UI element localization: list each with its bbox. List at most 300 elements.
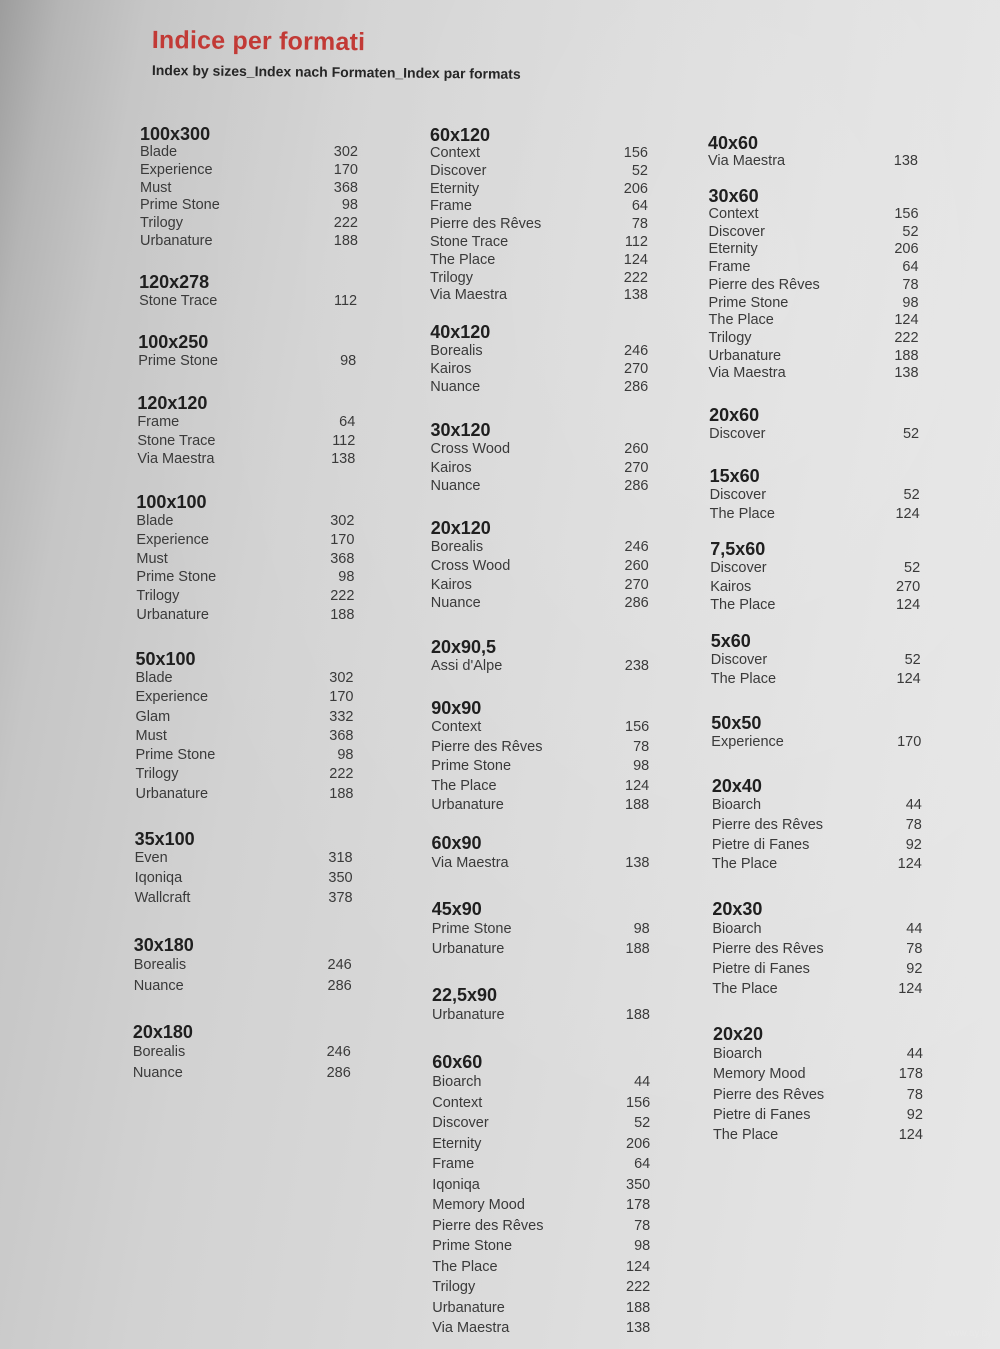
collection-name: Frame [137, 414, 180, 430]
collection-name: Prime Stone [431, 921, 512, 937]
page-number: 78 [906, 941, 923, 957]
page-number: 98 [338, 569, 355, 586]
page-number: 92 [906, 961, 923, 977]
size-group [136, 649, 354, 804]
list-item [431, 594, 649, 613]
size-heading: 30x120 [430, 420, 491, 440]
size-heading: 30x60 [708, 186, 759, 206]
size-heading: 120x120 [137, 393, 208, 413]
page-number: 52 [904, 560, 921, 576]
list-item [430, 181, 648, 199]
collection-name: Eternity [432, 1135, 482, 1152]
size-heading: 20x20 [712, 1024, 763, 1044]
page-number: 64 [339, 414, 356, 430]
page-number: 188 [626, 1299, 651, 1316]
page-number: 270 [624, 576, 649, 593]
size-group [710, 539, 920, 615]
page-number: 156 [626, 1094, 651, 1111]
collection-name: Pierre des Rêves [432, 1217, 544, 1234]
collection-name: Context [432, 1094, 483, 1111]
page-number: 64 [634, 1156, 651, 1172]
collection-name: Trilogy [135, 766, 179, 783]
collection-name: Experience [140, 161, 213, 178]
page-number: 270 [895, 578, 921, 595]
collection-name: The Place [712, 981, 778, 997]
page-number: 44 [906, 1046, 923, 1062]
collection-name: Bioarch [432, 1074, 482, 1090]
list-item [136, 785, 354, 804]
collection-name: Bioarch [711, 797, 762, 813]
size-heading: 7,5x60 [710, 539, 766, 559]
collection-name: Eternity [430, 180, 480, 197]
size-group [133, 1022, 351, 1083]
list-item [432, 1113, 650, 1134]
list-item [134, 976, 352, 997]
collection-name: Nuance [430, 478, 481, 494]
list-item [431, 459, 649, 478]
page-number: 368 [329, 727, 354, 744]
size-heading: 100x250 [138, 332, 209, 352]
page-number: 188 [329, 785, 354, 802]
page-number: 112 [624, 233, 648, 250]
collection-name: Trilogy [708, 329, 752, 346]
size-heading: 35x100 [134, 829, 195, 849]
list-item [136, 669, 354, 688]
list-item [430, 163, 648, 181]
list-item [432, 1236, 650, 1257]
page-number: 124 [896, 671, 921, 687]
list-item [139, 292, 357, 310]
list-item [137, 432, 355, 451]
collection-name: Urbanature [140, 232, 213, 249]
list-item [712, 919, 922, 939]
page-number: 124 [623, 251, 648, 268]
page-number: 286 [326, 1064, 351, 1081]
page-number: 302 [333, 144, 358, 160]
collection-name: Kairos [430, 361, 472, 377]
page-number: 98 [634, 1238, 651, 1254]
page-number: 246 [624, 343, 649, 359]
page-number: 188 [330, 606, 355, 623]
size-group [713, 1024, 923, 1145]
page-number: 92 [905, 836, 922, 853]
collection-name: Nuance [430, 595, 481, 612]
list-item [432, 1318, 650, 1339]
page-number: 188 [625, 941, 650, 957]
list-item [711, 670, 921, 689]
page-number: 350 [626, 1176, 651, 1193]
list-item [710, 486, 920, 505]
collection-name: Borealis [430, 343, 483, 359]
list-item [430, 378, 648, 396]
page-number: 302 [330, 513, 355, 529]
size-heading: 5x60 [710, 631, 751, 651]
list-item [432, 853, 650, 873]
collection-name: Urbanature [136, 606, 209, 623]
list-item [135, 849, 353, 869]
page-number: 222 [626, 1279, 651, 1295]
collection-name: Frame [708, 259, 751, 276]
list-item [708, 153, 918, 171]
page-number: 112 [332, 432, 356, 449]
collection-name: Nuance [430, 379, 481, 395]
page-number: 98 [340, 353, 357, 369]
size-heading: 60x60 [432, 1052, 483, 1072]
page-number: 98 [902, 294, 919, 311]
collection-name: Blade [136, 513, 174, 529]
page-number: 178 [626, 1197, 651, 1213]
collection-name: The Place [709, 505, 775, 522]
collection-name: Nuance [133, 977, 184, 994]
size-group [712, 776, 922, 875]
page-number: 222 [894, 329, 919, 346]
collection-name: Trilogy [430, 269, 473, 286]
page-number: 222 [330, 588, 355, 605]
collection-name: Via Maestra [708, 365, 786, 382]
page-number: 124 [895, 505, 920, 522]
page-number: 246 [327, 957, 352, 973]
page-number: 124 [898, 981, 923, 997]
list-item [709, 312, 919, 330]
page-number: 156 [623, 145, 648, 161]
page-number: 332 [329, 708, 354, 725]
collection-name: Pietre di Fanes [712, 961, 810, 977]
list-item [709, 224, 919, 242]
page-number: 222 [623, 269, 648, 286]
collection-name: Via Maestra [432, 1320, 510, 1336]
collection-name: Context [431, 719, 482, 735]
size-heading: 20x40 [711, 776, 762, 796]
collection-name: Memory Mood [712, 1066, 806, 1083]
page-number: 188 [625, 1007, 650, 1023]
page-number: 52 [902, 223, 919, 240]
size-group [431, 698, 649, 816]
list-item [431, 757, 649, 777]
collection-name: Cross Wood [430, 557, 511, 574]
size-heading: 90x90 [431, 698, 482, 718]
size-group [710, 466, 920, 523]
collection-name: The Place [432, 1258, 498, 1275]
page-number: 170 [333, 161, 358, 178]
page-number: 270 [624, 361, 649, 377]
page-number: 238 [624, 658, 649, 674]
collection-name: Stone Trace [430, 233, 509, 250]
collection-name: Pierre des Rêves [712, 1086, 825, 1103]
collection-name: Urbanature [431, 941, 505, 957]
page-number: 350 [328, 869, 353, 886]
list-item [712, 855, 922, 875]
page-number: 222 [329, 766, 354, 783]
collection-name: Bioarch [712, 1046, 763, 1062]
page-number: 78 [905, 816, 922, 833]
size-group [138, 332, 356, 370]
size-group [712, 899, 922, 999]
size-group [708, 133, 918, 171]
page-number: 98 [337, 747, 354, 764]
list-item [137, 413, 355, 432]
page-number: 124 [897, 856, 922, 873]
page-number: 156 [894, 206, 919, 222]
collection-name: Discover [430, 162, 487, 179]
size-group [136, 492, 354, 625]
list-item [711, 733, 921, 753]
size-heading: 100x100 [136, 492, 207, 512]
page-number: 98 [341, 197, 358, 214]
page-number: 246 [624, 539, 649, 555]
size-heading: 20x90,5 [431, 637, 497, 657]
list-item [431, 777, 649, 797]
collection-name: Iqoniqa [432, 1176, 480, 1193]
size-heading: 30x180 [133, 935, 194, 955]
collection-name: The Place [710, 671, 777, 687]
list-item [432, 1277, 650, 1298]
collection-name: Urbanature [135, 785, 209, 802]
page-number: 124 [626, 1258, 651, 1275]
collection-name: Stone Trace [137, 432, 216, 449]
page-number: 188 [625, 797, 650, 813]
list-item [712, 979, 922, 999]
list-item [431, 538, 649, 557]
list-item [710, 578, 920, 597]
list-item [140, 197, 358, 215]
size-heading: 120x278 [139, 272, 210, 292]
page-number: 188 [333, 232, 358, 249]
list-item [140, 233, 358, 251]
collection-name: Prime Stone [138, 353, 218, 369]
collection-name: Discover [709, 426, 766, 442]
page-number: 64 [902, 259, 919, 276]
list-item [431, 557, 649, 576]
size-group [432, 985, 650, 1025]
collection-name: Context [708, 206, 759, 222]
page-number: 206 [626, 1135, 651, 1152]
list-item [140, 162, 358, 180]
list-item [432, 1175, 650, 1196]
page-number: 222 [333, 215, 358, 232]
page-number: 124 [898, 1127, 923, 1144]
size-heading: 60x90 [431, 833, 482, 853]
collection-name: Blade [135, 670, 173, 686]
list-item [712, 796, 922, 816]
page-number: 138 [626, 1320, 651, 1336]
page-number: 206 [623, 180, 648, 197]
list-item [709, 330, 919, 348]
list-item [136, 746, 354, 765]
page-number: 260 [624, 557, 649, 574]
page-number: 302 [329, 670, 354, 686]
collection-name: Trilogy [140, 215, 183, 232]
page-number: 156 [625, 719, 650, 735]
list-item [711, 651, 921, 670]
collection-name: Borealis [430, 539, 484, 555]
list-item [432, 1216, 650, 1237]
collection-name: Pierre des Rêves [708, 276, 820, 293]
list-item [430, 145, 648, 163]
collection-name: Glam [135, 708, 171, 725]
collection-name: Urbanature [708, 347, 782, 364]
size-heading: 40x60 [708, 133, 759, 153]
size-group [431, 518, 649, 613]
page-number: 138 [623, 287, 648, 304]
size-group [137, 393, 355, 469]
list-item [431, 576, 649, 595]
list-item [430, 287, 648, 305]
collection-name: Prime Stone [708, 294, 789, 311]
page-number: 52 [904, 652, 921, 668]
collection-name: The Place [710, 597, 776, 613]
collection-name: Prime Stone [135, 747, 216, 764]
collection-name: Nuance [132, 1064, 183, 1081]
collection-name: Context [430, 145, 480, 161]
list-item [136, 606, 354, 625]
collection-name: Kairos [430, 459, 472, 476]
page-number: 124 [625, 777, 650, 794]
list-item [133, 1042, 351, 1063]
page-number: 98 [633, 921, 650, 937]
list-item [432, 1195, 650, 1216]
list-item [710, 596, 920, 615]
collection-name: Memory Mood [432, 1197, 525, 1213]
list-item [431, 440, 649, 459]
watermark: www.ay.by [944, 1328, 992, 1339]
collection-name: Trilogy [432, 1279, 476, 1295]
list-item [136, 550, 354, 569]
list-item [431, 738, 649, 758]
collection-name: Prime Stone [136, 569, 217, 586]
list-item [432, 1257, 650, 1278]
list-item [432, 1154, 650, 1175]
list-item [140, 144, 358, 162]
size-heading: 60x120 [430, 125, 491, 145]
list-item [712, 816, 922, 836]
size-heading: 45x90 [431, 899, 482, 919]
page-number: 92 [906, 1106, 923, 1123]
page-number: 170 [897, 734, 922, 750]
collection-name: Prime Stone [432, 1238, 513, 1254]
size-heading: 22,5x90 [432, 985, 498, 1005]
page-number: 170 [329, 689, 354, 706]
collection-name: Pierre des Rêves [711, 816, 824, 833]
page-number: 64 [631, 198, 648, 215]
collection-name: Iqoniqa [134, 869, 183, 886]
page-number: 368 [333, 179, 358, 196]
list-item [432, 1298, 650, 1319]
collection-name: Cross Wood [430, 441, 511, 457]
collection-name: Must [136, 550, 168, 567]
collection-name: Frame [430, 198, 472, 215]
collection-name: Borealis [132, 1044, 186, 1060]
list-item [430, 216, 648, 234]
page-number: 246 [326, 1044, 351, 1060]
page-number: 44 [634, 1074, 651, 1090]
size-heading: 15x60 [709, 466, 760, 486]
collection-name: Discover [710, 652, 768, 668]
list-item [710, 559, 920, 578]
list-item [136, 587, 354, 606]
list-item [431, 657, 649, 676]
list-item [709, 277, 919, 295]
list-item [709, 259, 919, 277]
collection-name: The Place [711, 856, 778, 873]
list-item [712, 959, 922, 979]
list-item [709, 425, 919, 443]
list-item [135, 869, 353, 889]
list-item [712, 836, 922, 856]
size-group [134, 935, 352, 996]
list-item [709, 295, 919, 313]
list-item [431, 718, 649, 738]
size-heading: 40x120 [430, 322, 491, 342]
size-group [431, 637, 649, 676]
list-item [432, 1072, 650, 1093]
page-number: 138 [894, 365, 919, 382]
page-number: 206 [894, 241, 919, 258]
page-number: 378 [328, 889, 353, 906]
page-number: 98 [633, 758, 650, 774]
list-item [137, 450, 355, 469]
collection-name: The Place [712, 1127, 779, 1144]
collection-name: Must [140, 179, 172, 196]
list-item [713, 1085, 923, 1105]
list-item [136, 688, 354, 707]
size-heading: 20x120 [430, 518, 491, 538]
page-subtitle: Index by sizes_Index nach Formaten_Index par formats [151, 62, 521, 82]
collection-name: Prime Stone [431, 758, 512, 774]
collection-name: Experience [711, 734, 784, 750]
list-item [430, 342, 648, 360]
size-group [135, 829, 353, 908]
collection-name: Experience [136, 531, 209, 548]
list-item [430, 252, 648, 270]
list-item [135, 889, 353, 909]
page-number: 368 [330, 550, 355, 567]
size-heading: 100x300 [140, 124, 211, 144]
collection-name: Even [134, 850, 168, 866]
list-item [136, 708, 354, 727]
size-group [432, 1052, 650, 1339]
page-number: 52 [902, 426, 920, 442]
page-number: 286 [624, 478, 649, 494]
size-group [432, 833, 650, 873]
collection-name: Wallcraft [134, 889, 191, 906]
collection-name: Trilogy [136, 588, 180, 605]
page-number: 78 [634, 1217, 651, 1234]
collection-name: Kairos [430, 576, 472, 593]
page-number: 138 [893, 153, 918, 169]
size-heading: 50x100 [135, 649, 196, 669]
list-item [140, 215, 358, 233]
size-group [709, 186, 919, 383]
collection-name: Frame [432, 1156, 475, 1172]
list-item [432, 919, 650, 939]
collection-name: Kairos [710, 578, 752, 595]
size-group [430, 322, 648, 396]
collection-name: Via Maestra [137, 451, 215, 467]
page-number: 260 [624, 441, 649, 457]
collection-name: Experience [135, 689, 209, 706]
list-item [709, 348, 919, 366]
collection-name: Discover [708, 223, 765, 240]
list-item [133, 1063, 351, 1084]
list-item [136, 727, 354, 746]
page-number: 138 [625, 855, 650, 871]
list-item [431, 477, 649, 496]
list-item [709, 206, 919, 224]
list-item [140, 180, 358, 198]
collection-name: Urbanature [432, 1007, 505, 1023]
page-number: 188 [894, 347, 919, 364]
collection-name: Bioarch [712, 921, 762, 937]
